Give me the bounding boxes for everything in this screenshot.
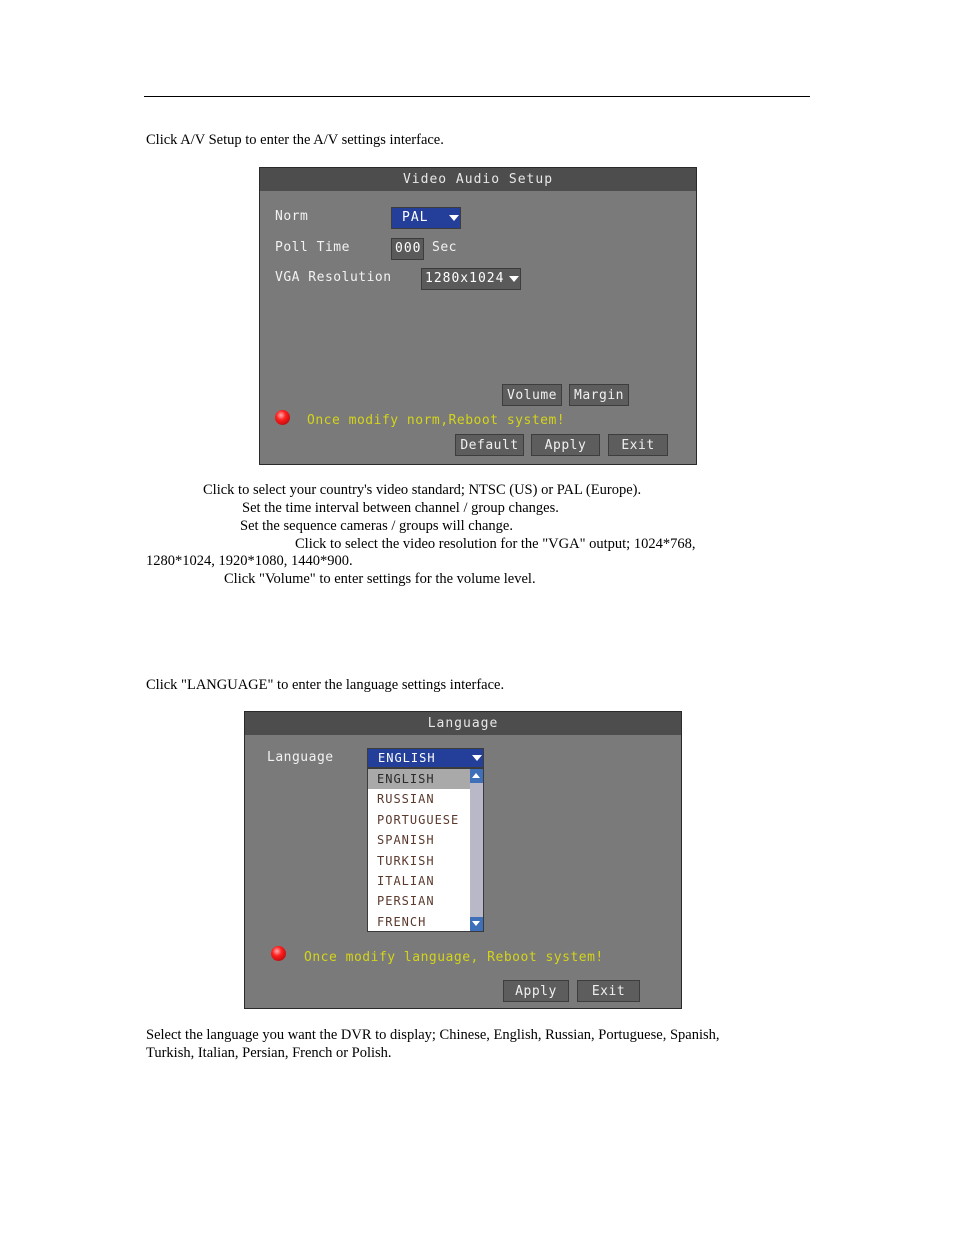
desc-line-poll: Set the time interval between channel / group changes. bbox=[242, 500, 559, 516]
language-option[interactable]: FRENCH bbox=[377, 914, 427, 929]
language-option[interactable]: PERSIAN bbox=[377, 894, 435, 909]
chevron-down-icon bbox=[469, 748, 483, 768]
norm-select[interactable] bbox=[391, 207, 461, 229]
default-button[interactable]: Default bbox=[455, 434, 524, 456]
margin-button[interactable]: Margin bbox=[569, 384, 629, 406]
language-label: Language bbox=[267, 750, 334, 765]
vga-resolution-value: 1280x1024 bbox=[425, 271, 505, 286]
dropdown-scrollbar[interactable] bbox=[470, 769, 483, 931]
language-dropdown-list bbox=[367, 768, 484, 932]
desc-line-volume: Click "Volume" to enter settings for the volume level. bbox=[224, 571, 536, 587]
exit-button[interactable]: Exit bbox=[608, 434, 668, 456]
language-option[interactable]: ITALIAN bbox=[377, 873, 435, 888]
vga-resolution-label: VGA Resolution bbox=[275, 270, 392, 285]
language-option[interactable]: SPANISH bbox=[377, 833, 435, 848]
reboot-warning: Once modify norm,Reboot system! bbox=[307, 413, 566, 428]
video-audio-setup-panel bbox=[259, 167, 697, 465]
poll-time-label: Poll Time bbox=[275, 240, 350, 255]
outro-line-1: Select the language you want the DVR to display; Chinese, English, Russian, Portuguese, Spanish, bbox=[146, 1027, 720, 1043]
apply-button[interactable]: Apply bbox=[503, 980, 569, 1002]
language-option[interactable]: TURKISH bbox=[377, 853, 435, 868]
language-panel bbox=[244, 711, 682, 1009]
poll-time-input[interactable]: 000 bbox=[391, 238, 424, 260]
warning-led-icon bbox=[271, 946, 286, 961]
panel-title: Language bbox=[245, 712, 681, 735]
chevron-down-icon bbox=[506, 269, 520, 289]
language-option[interactable]: RUSSIAN bbox=[377, 792, 435, 807]
intro-av-text: Click A/V Setup to enter the A/V settings interface. bbox=[146, 132, 444, 148]
panel-title: Video Audio Setup bbox=[260, 168, 696, 191]
desc-line-norm: Click to select your country's video standard; NTSC (US) or PAL (Europe). bbox=[203, 482, 642, 498]
scroll-down-icon[interactable] bbox=[470, 917, 483, 931]
outro-line-2: Turkish, Italian, Persian, French or Polish. bbox=[146, 1045, 392, 1061]
reboot-warning: Once modify language, Reboot system! bbox=[304, 950, 604, 965]
vga-resolution-select[interactable] bbox=[421, 268, 521, 290]
desc-line-vga-cont: 1280*1024, 1920*1080, 1440*900. bbox=[146, 553, 353, 569]
desc-line-vga: Click to select the video resolution for the "VGA" output; 1024*768, bbox=[295, 536, 696, 552]
norm-label: Norm bbox=[275, 209, 309, 224]
poll-time-unit: Sec bbox=[432, 240, 457, 255]
norm-value: PAL bbox=[402, 210, 429, 225]
volume-button[interactable]: Volume bbox=[502, 384, 562, 406]
language-select[interactable] bbox=[367, 748, 484, 768]
header-rule bbox=[144, 96, 810, 97]
warning-led-icon bbox=[275, 410, 290, 425]
chevron-down-icon bbox=[446, 208, 460, 228]
scroll-up-icon[interactable] bbox=[470, 769, 483, 783]
apply-button[interactable]: Apply bbox=[531, 434, 600, 456]
language-option[interactable]: ENGLISH bbox=[368, 769, 483, 789]
language-option[interactable]: PORTUGUESE bbox=[377, 812, 460, 827]
intro-language-text: Click "LANGUAGE" to enter the language settings interface. bbox=[146, 677, 505, 693]
language-selected-value: ENGLISH bbox=[378, 751, 436, 765]
desc-line-sequence: Set the sequence cameras / groups will change. bbox=[240, 518, 513, 534]
exit-button[interactable]: Exit bbox=[577, 980, 640, 1002]
